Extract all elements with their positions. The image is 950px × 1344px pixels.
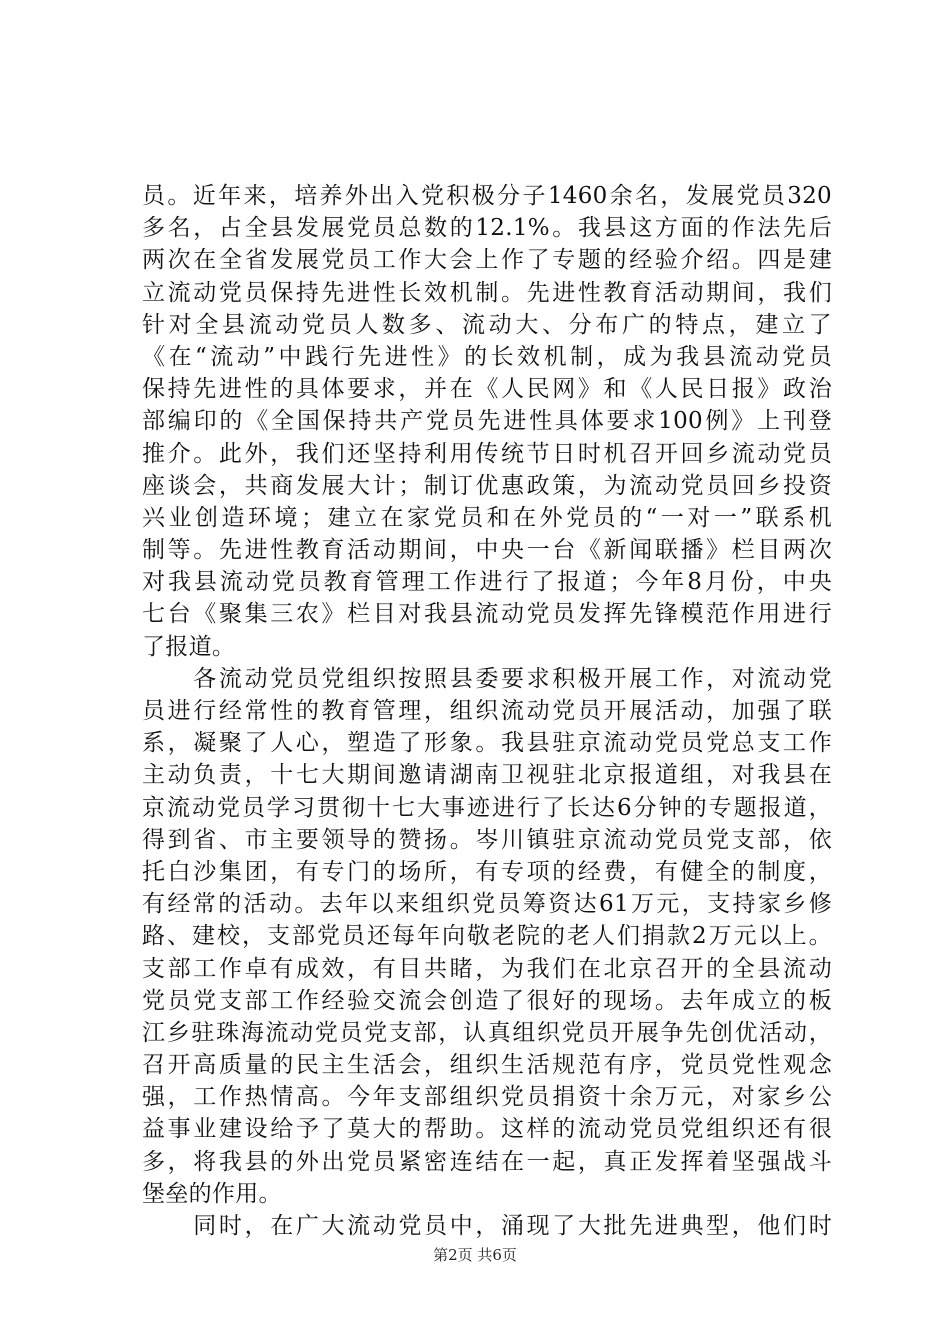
- text-line: 部编印的《全国保持共产党员先进性具体要求100例》上刊登: [142, 408, 832, 435]
- text-line: 支部工作卓有成效，有目共睹，为我们在北京召开的全县流动: [142, 955, 832, 982]
- text-line: 多，将我县的外出党员紧密连结在一起，真正发挥着坚强战斗: [142, 1148, 832, 1175]
- text-line: 路、建校，支部党员还每年向敬老院的老人们捐款2万元以上。: [142, 923, 832, 950]
- text-line: 制等。先进性教育活动期间，中央一台《新闻联播》栏目两次: [142, 537, 832, 564]
- text-line: 江乡驻珠海流动党员党支部，认真组织党员开展争先创优活动，: [142, 1019, 832, 1046]
- text-line: 京流动党员学习贯彻十七大事迹进行了长达6分钟的专题报道，: [142, 794, 832, 821]
- text-line: 对我县流动党员教育管理工作进行了报道；今年8月份，中央: [142, 569, 832, 596]
- text-line: 得到省、市主要领导的赞扬。岑川镇驻京流动党员党支部，依: [142, 826, 832, 853]
- text-line: 《在“流动”中践行先进性》的长效机制，成为我县流动党员: [142, 343, 832, 370]
- page-footer: 第2页 共6页: [433, 1246, 517, 1264]
- text-line: 座谈会，共商发展大计；制订优惠政策，为流动党员回乡投资: [142, 472, 832, 499]
- text-line: 了报道。: [142, 633, 236, 660]
- text-line: 保持先进性的具体要求，并在《人民网》和《人民日报》政治: [142, 376, 832, 403]
- text-line: 立流动党员保持先进性长效机制。先进性教育活动期间，我们: [142, 279, 832, 306]
- text-line: 七台《聚集三农》栏目对我县流动党员发挥先锋模范作用进行: [142, 601, 832, 628]
- text-line: 两次在全省发展党员工作大会上作了专题的经验介绍。四是建: [142, 247, 832, 274]
- text-line: 召开高质量的民主生活会，组织生活规范有序，党员党性观念: [142, 1052, 832, 1079]
- body-text: [142, 180, 832, 1242]
- text-line: 强，工作热情高。今年支部组织党员捐资十余万元，对家乡公: [142, 1084, 832, 1111]
- text-line: 党员党支部工作经验交流会创造了很好的现场。去年成立的板: [142, 987, 832, 1014]
- text-line: 堡垒的作用。: [142, 1180, 282, 1207]
- text-line: 主动负责，十七大期间邀请湖南卫视驻北京报道组，对我县在: [142, 762, 832, 789]
- text-line: 推介。此外，我们还坚持利用传统节日时机召开回乡流动党员: [142, 440, 832, 467]
- text-line: 针对全县流动党员人数多、流动大、分布广的特点，建立了: [142, 311, 832, 338]
- text-line: 各流动党员党组织按照县委要求积极开展工作，对流动党: [142, 665, 832, 692]
- text-line: 员。近年来，培养外出入党积极分子1460余名，发展党员320: [142, 183, 832, 209]
- text-line: 系，凝聚了人心，塑造了形象。我县驻京流动党员党总支工作: [142, 730, 832, 757]
- text-line: 益事业建设给予了莫大的帮助。这样的流动党员党组织还有很: [142, 1116, 832, 1143]
- text-line: 员进行经常性的教育管理，组织流动党员开展活动，加强了联: [142, 698, 832, 724]
- text-line: 多名，占全县发展党员总数的12.1%。我县这方面的作法先后: [142, 215, 832, 242]
- text-line: 同时，在广大流动党员中，涌现了大批先进典型，他们时: [142, 1213, 832, 1239]
- text-line: 托白沙集团，有专门的场所，有专项的经费，有健全的制度，: [142, 858, 832, 885]
- text-line: 有经常的活动。去年以来组织党员筹资达61万元，支持家乡修: [142, 891, 832, 918]
- text-line: 兴业创造环境；建立在家党员和在外党员的“一对一”联系机: [142, 504, 832, 531]
